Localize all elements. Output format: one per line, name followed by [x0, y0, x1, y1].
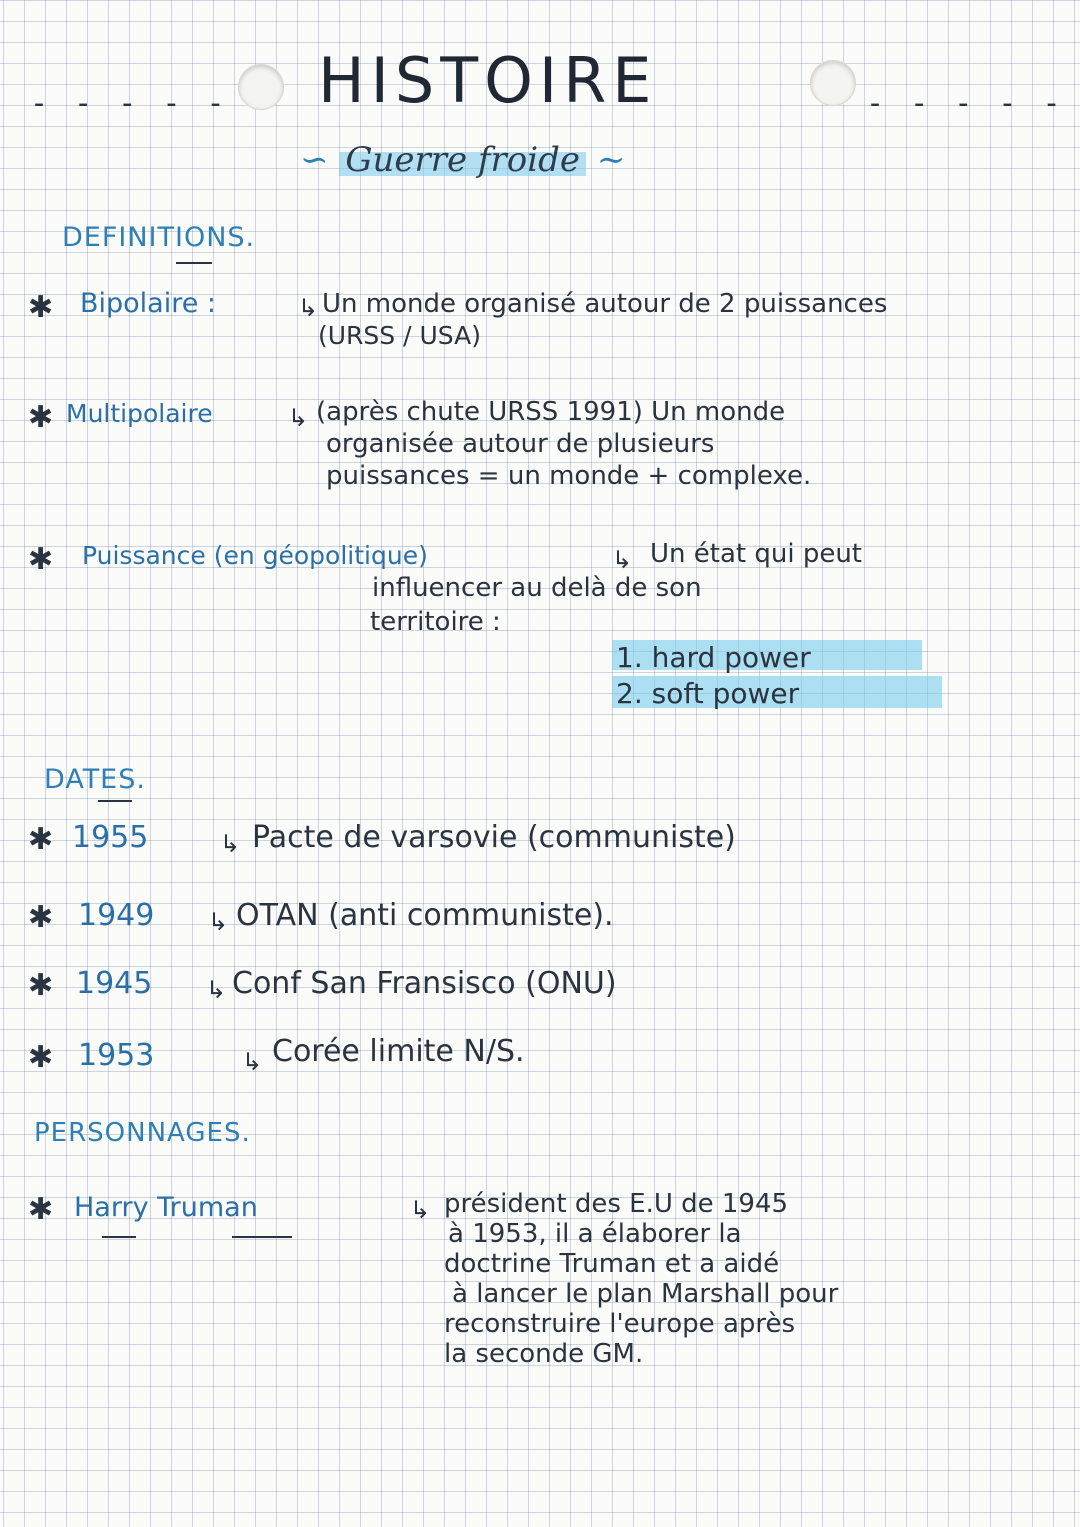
header-right-dash: - - - - -: [866, 86, 1065, 121]
date-year: 1945: [76, 966, 153, 1001]
personnage-name-underline: [232, 1236, 292, 1238]
definition-line: organisée autour de plusieurs: [326, 429, 715, 459]
punch-hole-right: [810, 60, 856, 106]
page-subtitle: [300, 140, 625, 180]
personnage-line: à lancer le plan Marshall pour: [452, 1279, 839, 1309]
date-event: Corée limite N/S.: [272, 1034, 525, 1069]
personnage-line: reconstruire l'europe après: [444, 1309, 796, 1339]
dates-heading-underline: [98, 800, 132, 802]
personnage-line: président des E.U de 1945: [444, 1189, 789, 1219]
definition-term: Puissance (en géopolitique): [82, 541, 428, 570]
power-item: 2. soft power: [616, 677, 800, 710]
definition-term: Multipolaire: [66, 399, 213, 428]
arrow-icon: ↳: [612, 546, 633, 574]
date-year: 1955: [72, 820, 149, 855]
star-bullet: ✱: [28, 400, 54, 435]
personnage-name-underline: [102, 1236, 136, 1238]
definition-term: Bipolaire :: [80, 288, 217, 319]
dates-heading: DATES.: [44, 764, 146, 795]
star-bullet: ✱: [28, 290, 54, 325]
date-year: 1953: [78, 1038, 155, 1073]
subtitle-text: Guerre froide: [339, 140, 586, 180]
date-event: Conf San Fransisco (ONU): [232, 966, 617, 1001]
header-left-dash: - - - - -: [30, 86, 229, 121]
arrow-icon: ↳: [206, 976, 227, 1004]
arrow-icon: ↳: [288, 404, 309, 432]
definition-line: Un état qui peut: [650, 539, 862, 569]
arrow-icon: ↳: [242, 1048, 263, 1076]
definition-line: (après chute URSS 1991) Un monde: [316, 397, 786, 427]
definition-line: puissances = un monde + complexe.: [326, 461, 812, 491]
date-event: OTAN (anti communiste).: [236, 898, 614, 933]
arrow-icon: ↳: [220, 830, 241, 858]
star-bullet: ✱: [28, 822, 54, 857]
personnage-line: à 1953, il a élaborer la: [448, 1219, 742, 1249]
personnage-name: Harry Truman: [74, 1192, 258, 1223]
star-bullet: ✱: [28, 968, 54, 1003]
subtitle-swirl-left: ∽: [300, 140, 329, 180]
star-bullet: ✱: [28, 542, 54, 577]
star-bullet: ✱: [28, 1040, 54, 1075]
personnage-line: la seconde GM.: [444, 1339, 644, 1369]
personnage-line: doctrine Truman et a aidé: [444, 1249, 780, 1279]
punch-hole-left: [238, 64, 284, 110]
definition-line: (URSS / USA): [318, 321, 481, 350]
arrow-icon: ↳: [410, 1196, 431, 1224]
definitions-heading-underline: [176, 262, 212, 264]
definitions-heading: DEFINITIONS.: [62, 222, 256, 253]
star-bullet: ✱: [28, 900, 54, 935]
page-title: HISTOIRE: [318, 44, 658, 117]
subtitle-swirl-right: ∼: [596, 140, 626, 180]
definition-line: Un monde organisé autour de 2 puissances: [322, 289, 888, 319]
definition-line: territoire :: [370, 607, 501, 637]
arrow-icon: ↳: [208, 908, 229, 936]
personnages-heading: PERSONNAGES.: [34, 1118, 251, 1148]
date-event: Pacte de varsovie (communiste): [252, 820, 736, 855]
arrow-icon: ↳: [298, 294, 319, 322]
date-year: 1949: [78, 898, 155, 933]
definition-line: influencer au delà de son: [372, 573, 702, 603]
power-item: 1. hard power: [616, 641, 811, 674]
star-bullet: ✱: [28, 1192, 54, 1227]
